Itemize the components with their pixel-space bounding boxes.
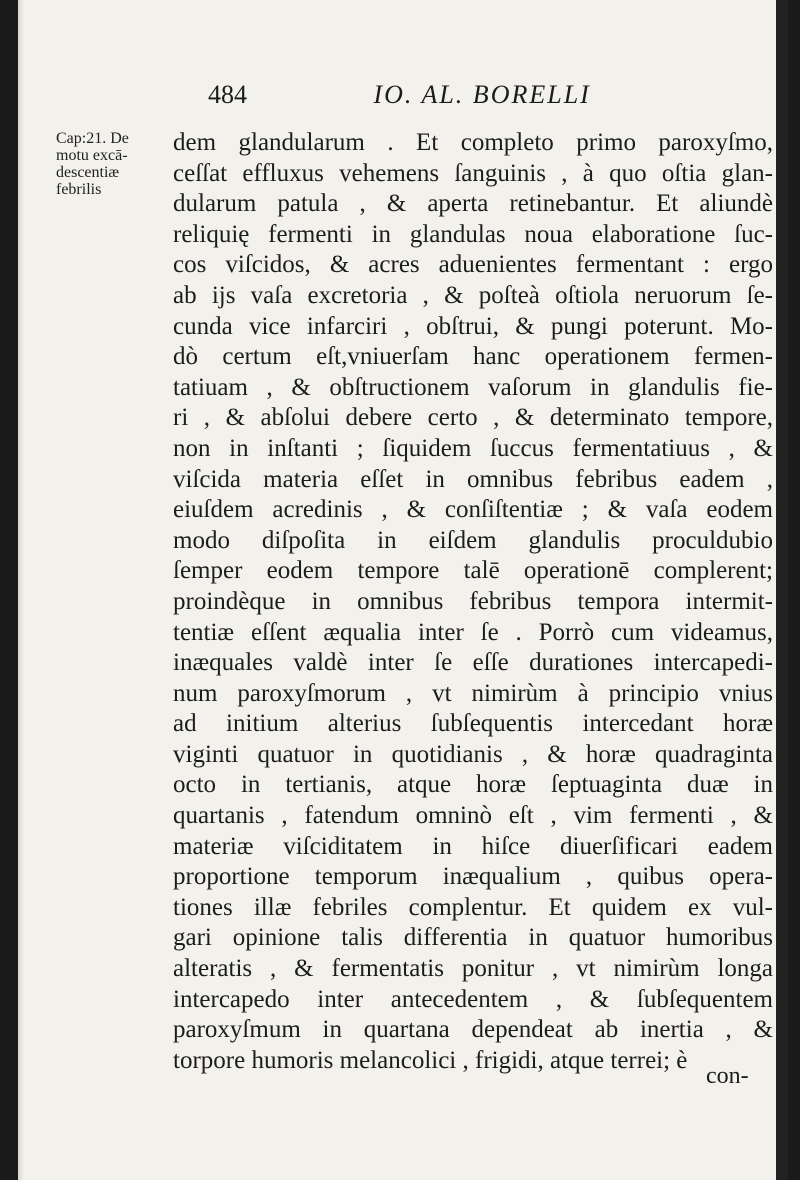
running-title: IO. AL. BORELLI bbox=[373, 80, 591, 109]
text-line: proportione temporum inæqualium , quibus opera- bbox=[173, 863, 773, 891]
catchword: con- bbox=[706, 1063, 749, 1089]
text-line: materiæ viſciditatem in hiſce diuerſificari eadem bbox=[173, 832, 773, 860]
text-line: ab ijs vaſa excretoria , & poſteà oſtiola neruorum ſe- bbox=[173, 281, 773, 309]
text-line: eiuſdem acredinis , & conſiſtentiæ ; & vaſa eodem bbox=[173, 496, 773, 524]
book-page bbox=[18, 0, 788, 1180]
text-line: modo diſpoſita in eiſdem glandulis proculdubio bbox=[173, 526, 773, 554]
text-line: gari opinione talis differentia in quatuor humoribus bbox=[173, 924, 773, 952]
text-line: viſcida materia eſſet in omnibus febribus eadem , bbox=[173, 465, 773, 493]
margin-note bbox=[56, 130, 166, 198]
text-line: reliquię fermenti in glandulas noua elaboratione ſuc- bbox=[173, 220, 773, 248]
text-line: octo in tertianis, atque horæ ſeptuaginta duæ in bbox=[173, 771, 773, 799]
text-line: intercapedo inter antecedentem , & ſubſequentem bbox=[173, 985, 773, 1013]
margin-note-line: motu excā- bbox=[56, 147, 128, 164]
text-line: viginti quatuor in quotidianis , & horæ quadraginta bbox=[173, 740, 773, 768]
margin-note-line: Cap:21. De bbox=[56, 130, 129, 147]
text-line: dò certum eſt,vniuerſam hanc operationem fermen- bbox=[173, 343, 773, 371]
text-line: torpore humoris melancolici , frigidi, atque terrei; è bbox=[173, 1046, 688, 1074]
text-line: ſemper eodem tempore talē operationē complerent; bbox=[173, 557, 773, 585]
text-line: tentiæ eſſent æqualia inter ſe . Porrò cum videamus, bbox=[173, 618, 773, 646]
text-line: alteratis , & fermentatis ponitur , vt nimirùm longa bbox=[173, 955, 773, 983]
text-line: dularum patula , & aperta retinebantur. Et aliundè bbox=[173, 190, 773, 218]
text-line: ad initium alterius ſubſequentis intercedant horæ bbox=[173, 710, 773, 738]
text-line: cunda vice infarciri , obſtrui, & pungi poterunt. Mo- bbox=[173, 312, 773, 340]
text-line: ri , & abſolui debere certo , & determinato tempore, bbox=[173, 404, 773, 432]
text-line: inæquales valdè inter ſe eſſe durationes intercapedi- bbox=[173, 649, 773, 677]
text-line: proindèque in omnibus febribus tempora intermit- bbox=[173, 587, 773, 615]
text-line: num paroxyſmorum , vt nimirùm à principio vnius bbox=[173, 679, 773, 707]
text-line: non in inſtanti ; ſiquidem ſuccus fermentatiuus , & bbox=[173, 434, 773, 462]
text-line: dem glandularum . Et completo primo paroxyſmo, bbox=[173, 129, 773, 156]
text-line: tiones illæ febriles complentur. Et quidem ex vul- bbox=[173, 893, 773, 921]
text-line: paroxyſmum in quartana dependeat ab inertia , & bbox=[173, 1016, 773, 1044]
text-line: cos viſcidos, & acres aduenientes fermentant : ergo bbox=[173, 251, 773, 279]
margin-note-line: febrilis bbox=[56, 181, 102, 198]
text-line: tatiuam , & obſtructionem vaſorum in glandulis fie- bbox=[173, 373, 773, 401]
running-head bbox=[208, 80, 628, 110]
page-number: 484 bbox=[208, 80, 247, 109]
body-text bbox=[173, 128, 783, 1076]
text-line: ceſſat effluxus vehemens ſanguinis , à quo oſtia glan- bbox=[173, 159, 773, 187]
margin-note-line: descentiæ bbox=[56, 164, 120, 181]
text-line: quartanis , fatendum omninò eſt , vim fermenti , & bbox=[173, 802, 773, 830]
